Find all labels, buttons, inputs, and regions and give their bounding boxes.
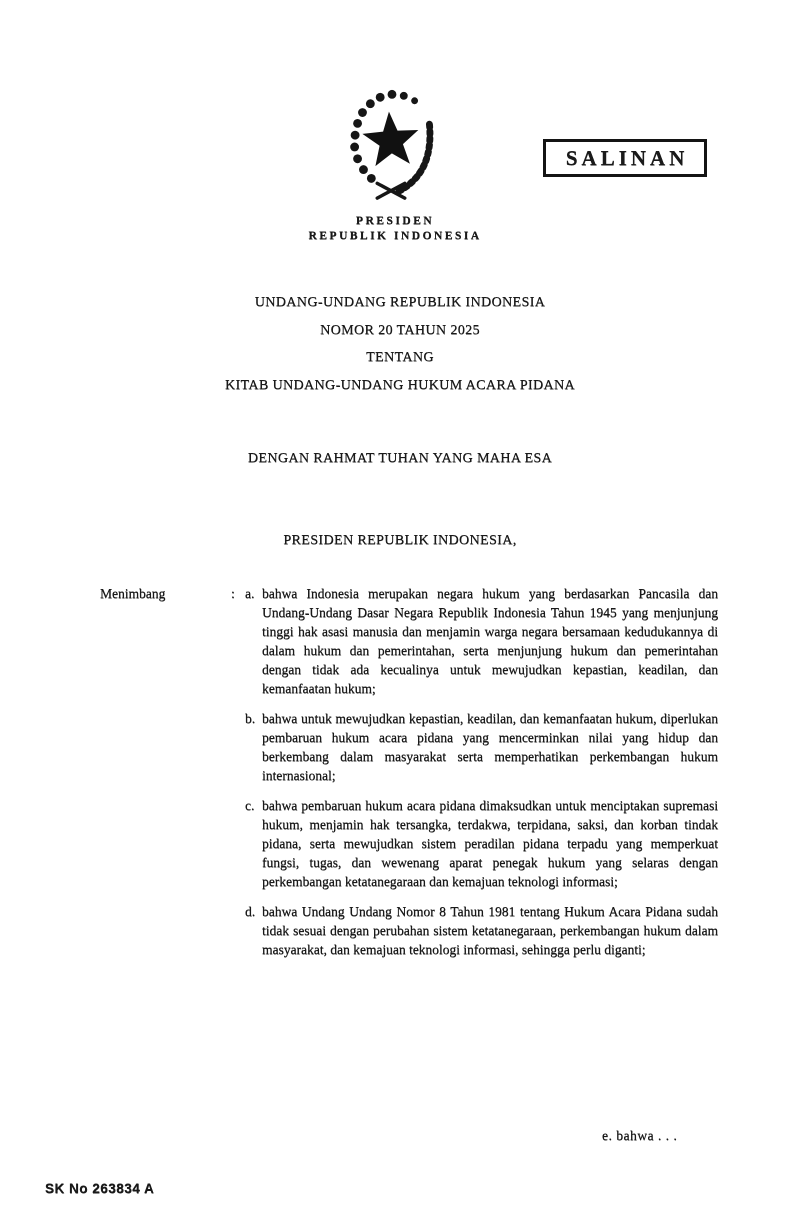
law-title-line1: UNDANG-UNDANG REPUBLIK INDONESIA <box>254 295 546 310</box>
law-title-line2: NOMOR 20 TAHUN 2025 <box>320 322 480 338</box>
consideration-letter: b. <box>245 711 256 726</box>
consideration-letter: a. <box>245 586 255 601</box>
consideration-text: bahwa Indonesia merupakan negara hukum yang berdasarkan Pancasila dan Undang-Undang Dasar Negara Republik Indonesia Tahun 1945 yang menjunjung tinggi hak asasi manusia dan menjamin warga negara bersamaan kedudukannya di dalam hukum dan pemerintahan, serta menjunjung hukum dan pemerintahan dengan tidak ada kecualinya untuk mewujudkan kepastian, keadilan, dan kemanfaatan hukum; <box>262 586 718 696</box>
consideration-text: bahwa pembaruan hukum acara pidana dimaksudkan untuk menciptakan supremasi hukum, menjamin hak tersangka, terdakwa, terpidana, saksi, dan korban tindak pidana, serta mewujudkan sistem peradilan pidana terpadu yang memperkuat fungsi, tugas, dan wewenang aparat penegak hukum yang selaras dengan perkembangan ketatanegaraan dan kemajuan teknologi informasi; <box>262 798 718 889</box>
invocation-line: DENGAN RAHMAT TUHAN YANG MAHA ESA <box>247 451 553 466</box>
consideration-item-a <box>245 584 718 698</box>
consideration-item-b <box>245 709 718 785</box>
considerations-section <box>100 584 718 970</box>
consideration-item-c <box>245 796 718 891</box>
consideration-letter: d. <box>245 904 256 919</box>
considerations-list <box>245 584 718 970</box>
star-wreath-icon <box>341 86 441 204</box>
consideration-text: bahwa Undang Undang Nomor 8 Tahun 1981 tentang Hukum Acara Pidana sudah tidak sesuai dengan perubahan sistem ketatanegaraan, perkembangan hukum dalam masyarakat, dan kemajuan teknologi informasi, sehingga perlu diganti; <box>262 904 718 957</box>
salutation-line: PRESIDEN REPUBLIK INDONESIA, <box>283 533 517 548</box>
letterhead-line2: REPUBLIK INDONESIA <box>308 230 482 242</box>
letterhead <box>0 214 790 244</box>
presidential-emblem <box>341 86 441 204</box>
consideration-letter: c. <box>245 798 255 813</box>
consideration-text: bahwa untuk mewujudkan kepastian, keadilan, dan kemanfaatan hukum, diperlukan pembaruan hukum acara pidana yang mencerminkan nilai yang hidup dan berkembang dalam masyarakat serta memperhatikan perkembangan hukum internasional; <box>262 711 718 783</box>
considerations-colon: : <box>231 586 235 601</box>
letterhead-line1: PRESIDEN <box>355 215 435 227</box>
consideration-item-d <box>245 902 718 959</box>
law-title-line4: KITAB UNDANG-UNDANG HUKUM ACARA PIDANA <box>224 377 576 393</box>
law-title <box>0 289 800 399</box>
catchword: e. bahwa . . . <box>602 1128 678 1143</box>
sk-number: SK No 263834 A <box>45 1181 155 1196</box>
law-title-line3: TENTANG <box>366 350 434 365</box>
salinan-stamp <box>543 139 707 177</box>
salinan-stamp-label: SALINAN <box>565 145 689 170</box>
considerations-label: Menimbang <box>100 586 166 601</box>
